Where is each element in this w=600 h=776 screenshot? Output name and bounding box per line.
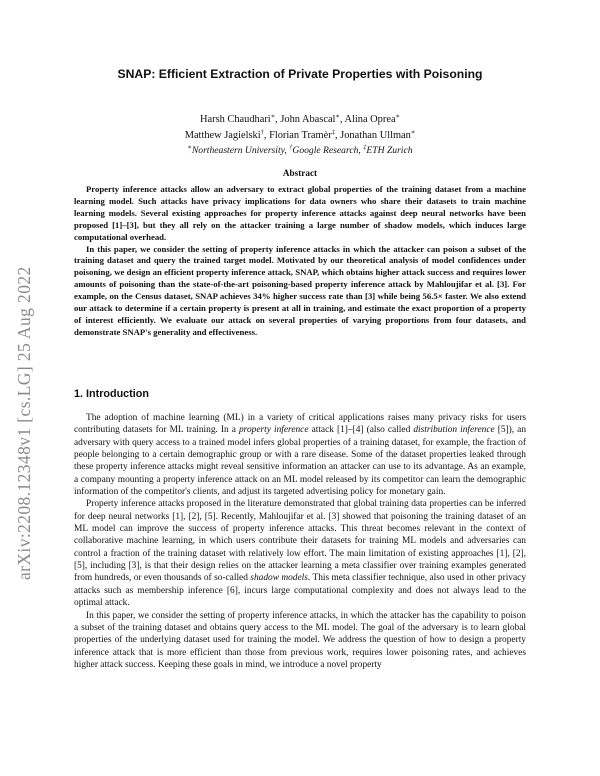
author: Jonathan Ullman∗ bbox=[340, 129, 416, 141]
author: Harsh Chaudhari∗ bbox=[200, 113, 276, 125]
abstract-paragraph: In this paper, we consider the setting of property inference attacks in which the attacker can poison a subset of the training dataset and query the trained target model. Motivated by our theoretical analysis of model confidences under poisoning, we design an efficient property inference attack, SNAP, which obtains higher attack success and requires lower amounts of poisoning than the state-of-the-art poisoning-based property inference attack by Mahloujifar et al. [3]. For example, on the Census dataset, SNAP achieves 34% higher success rate than [3] while being 56.5× faster. We also extend our attack to determine if a certain property is present at all in training, and estimate the exact proportion of a property of interest efficiently. We evaluate our attack on several properties of varying proportions from four datasets, and demonstrate SNAP's generality and effectiveness. bbox=[74, 243, 526, 337]
author: Florian Tramèr‡ bbox=[269, 129, 335, 141]
text-run: In this paper, we consider the setting of property inference attacks, in which the attacker has the capability to poison a subset of the training dataset and obtains query access to the ML model. The goal of the adversary is to learn global properties of the underlying dataset used for training the model. We address the question of how to design a property inference attack that is more efficient than those from previous work, requires lower poisoning rates, and achieves higher attack success. Keeping these goals in mind, we introduce a novel property bbox=[74, 610, 526, 670]
abstract-body bbox=[74, 184, 526, 339]
introduction-body bbox=[74, 412, 526, 671]
abstract-heading: Abstract bbox=[282, 168, 318, 178]
emphasized-term: distribution inference bbox=[413, 425, 495, 436]
text-run: attack [1]–[4] (also called bbox=[308, 425, 414, 436]
paper-title: SNAP: Efficient Extraction of Private Properties with Poisoning bbox=[117, 67, 483, 81]
author: Alina Oprea∗ bbox=[344, 113, 400, 125]
section-heading-introduction: 1. Introduction bbox=[74, 388, 149, 400]
text-run: The adoption of machine learning (ML) in a variety of critical applications raises many privacy risks for users contributing datasets for ML training. In a bbox=[74, 413, 526, 436]
body-paragraph bbox=[74, 498, 526, 609]
affiliations: ∗Northeastern University, †Google Research, ‡ETH Zurich bbox=[187, 144, 413, 156]
author-line-1: Harsh Chaudhari∗, John Abascal∗, Alina Oprea∗ bbox=[200, 113, 400, 125]
emphasized-term: property inference bbox=[238, 425, 309, 436]
emphasized-term: shadow models bbox=[250, 573, 308, 584]
text-run: Property inference attacks proposed in the literature demonstrated that global training data properties can be inferred for deep neural networks [1], [2], [5]. Recently, Mahloujifar et al. [3] showed that poisoning the training dataset of an ML model can improve the success of property inference attacks. This threat becomes relevant in the context of collaborative machine learning, in which users contribute their datasets for training ML models and adversaries can control a fraction of the training dataset with relatively low effort. The main limitation of existing approaches [1], [2], [5], including [3], is that their design relies on the attacker learning a meta classifier over training examples generated from hundreds, or even thousands of so-called bbox=[74, 499, 526, 584]
body-paragraph bbox=[74, 610, 526, 672]
author-line-2: Matthew Jagielski†, Florian Tramèr‡, Jonathan Ullman∗ bbox=[184, 129, 416, 141]
author-block bbox=[60, 112, 540, 157]
author: John Abascal∗ bbox=[280, 113, 340, 125]
abstract-paragraph: Property inference attacks allow an adversary to extract global properties of the training dataset from a machine learning model. Such attacks have privacy implications for data owners who share their datasets to train machine learning models. Several existing approaches for property inference attacks against deep neural networks have been proposed [1]–[3], but they all rely on the attacker training a large number of shadow models, which induces large computational overhead. bbox=[74, 184, 526, 242]
arxiv-identifier-stamp: arXiv:2208.12348v1 [cs.LG] 25 Aug 2022 bbox=[14, 266, 34, 580]
text-run: . This meta classifier technique, also used in other privacy attacks such as membership inference [6], incurs large computational complexity and does not always lead to the optimal attack. bbox=[74, 573, 527, 609]
body-paragraph bbox=[74, 412, 526, 498]
text-run: [5]), an adversary with query access to a trained model infers global properties of a training dataset, for example, the fraction of people belonging to a certain demographic group or with a rare disease. Some of the dataset properties leaked through these property inference attacks might reveal sensitive information an attacker can use to its advantage. As an example, a company mounting a property inference attack on an ML model released by its competitor can learn the demographic information of the competitor's clients, and adjust its targeted advertising policy for monetary gain. bbox=[74, 425, 527, 498]
author: Matthew Jagielski† bbox=[184, 129, 264, 141]
